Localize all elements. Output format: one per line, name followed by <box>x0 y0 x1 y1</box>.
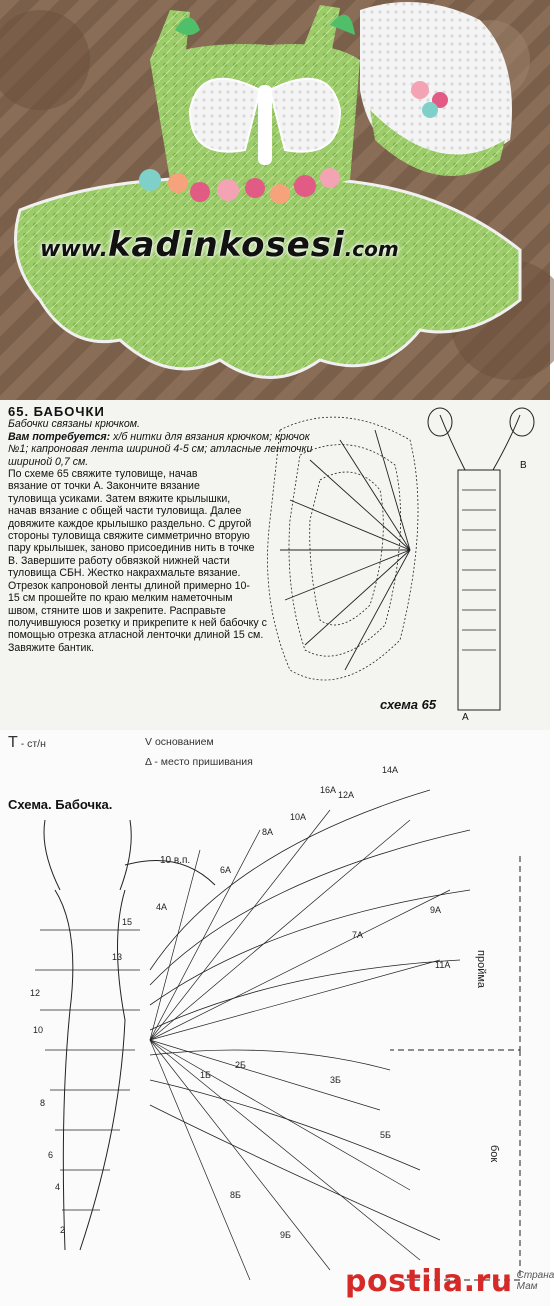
materials-label: Вам потребуется: <box>8 430 111 443</box>
side-label-side: бок <box>488 1145 500 1163</box>
legend-1-text: - ст/н <box>20 738 46 750</box>
scheme65-point-a: А <box>462 712 469 723</box>
row-label: 4 <box>55 1182 61 1192</box>
instruction-line: швом, стяните шов и закрепите. Расправьте <box>8 604 226 617</box>
row-label: 8A <box>262 827 274 837</box>
side-label-armhole: пройма <box>475 950 487 989</box>
butterfly-scheme-scan <box>0 730 550 1306</box>
row-label: 6A <box>220 865 232 875</box>
butterfly-scheme-title: Схема. Бабочка. <box>8 797 113 812</box>
watermark <box>40 225 399 265</box>
row-label: 4A <box>156 902 168 912</box>
dress-photo-art <box>0 0 550 400</box>
scheme65-diagram <box>250 400 550 730</box>
watermark-prefix: www. <box>40 237 108 262</box>
scheme65-point-b: В <box>520 460 527 471</box>
row-label: 5Б <box>380 1130 391 1140</box>
legend-item <box>145 736 214 748</box>
postila-logo: postila.ru <box>345 1264 513 1299</box>
legend-1-symbol: T <box>8 734 18 751</box>
row-label: 2Б <box>235 1060 246 1070</box>
row-label: 3Б <box>330 1075 341 1085</box>
postila-source: Страна Мам <box>516 1270 554 1292</box>
instruction-line: Отрезок капроновой ленты длиной примерно 10- <box>8 579 250 592</box>
instruction-line: Завяжите бантик. <box>8 641 95 654</box>
legend-3-symbol: Δ <box>145 756 152 768</box>
dress-photo <box>0 0 550 400</box>
legend-2-symbol: V <box>145 736 153 748</box>
row-label: 14A <box>382 765 399 775</box>
row-label: 2 <box>60 1225 66 1235</box>
row-label: 15 <box>122 917 133 927</box>
instruction-line: стороны туловища свяжите симметрично вторую <box>8 530 250 543</box>
instruction-line: получившуюся розетку и прикрепите к ней бабочку с <box>8 616 267 629</box>
legend-2-text: основанием <box>154 736 214 748</box>
chain-label: 10 в.п. <box>160 855 191 866</box>
legend-3-text: - место пришивания <box>154 756 253 768</box>
instruction-line: пару крылышек, заново присоединив нить в точке <box>8 542 255 555</box>
legend-item <box>8 734 46 752</box>
row-label: 10A <box>290 812 307 822</box>
watermark-name: kadinkosesi <box>107 225 345 265</box>
instruction-line: туловища усиками. Затем вяжите крылышки, <box>8 492 231 505</box>
instruction-line: помощью отрезка атласной ленточки длиной 15 см. <box>8 629 264 642</box>
row-label: 8 <box>40 1098 46 1108</box>
butterfly-scheme-diagram <box>0 810 550 1306</box>
watermark-suffix: .com <box>344 237 399 261</box>
row-label: 13 <box>112 952 123 962</box>
row-label: 12 <box>30 988 41 998</box>
scheme65-subtitle: Бабочки связаны крючком. <box>8 418 140 431</box>
scheme65-caption: схема 65 <box>380 697 437 712</box>
scheme65-scan <box>0 400 550 730</box>
instruction-line: вязание от точки А. Закончите вязание <box>8 480 200 493</box>
row-label: 1Б <box>200 1070 211 1080</box>
instruction-line: 15 см прошейте по краю мелким наметочным <box>8 592 233 605</box>
instruction-line: довяжите каждое крылышко раздельно. С другой <box>8 517 252 530</box>
row-label: 16A <box>320 785 337 795</box>
row-label: 8Б <box>230 1190 241 1200</box>
materials-text: х/б нитки для вязания крючком; крючок №1; капроновая лента шириной 4-5 см; атласные ленточки шириной 0,7 см. <box>8 430 313 468</box>
row-label: 9A <box>430 905 442 915</box>
row-label: 11A <box>435 960 451 970</box>
instruction-line: начав вязание с общей части туловища. Далее <box>8 505 242 518</box>
legend-item <box>145 756 253 768</box>
instruction-line: туловища СБН. Жестко накрахмальте вязание. <box>8 567 241 580</box>
scheme65-title: 65. БАБОЧКИ <box>8 404 105 419</box>
instruction-line: По схеме 65 свяжите туловище, начав <box>8 468 198 481</box>
row-label: 9Б <box>280 1230 291 1240</box>
row-label: 10 <box>33 1025 44 1035</box>
postila-watermark <box>345 1253 554 1299</box>
instruction-line: В. Завершите работу обвязкой нижней части <box>8 554 230 567</box>
row-label: 6 <box>48 1150 54 1160</box>
row-label: 12A <box>338 790 355 800</box>
row-label: 7A <box>352 930 364 940</box>
